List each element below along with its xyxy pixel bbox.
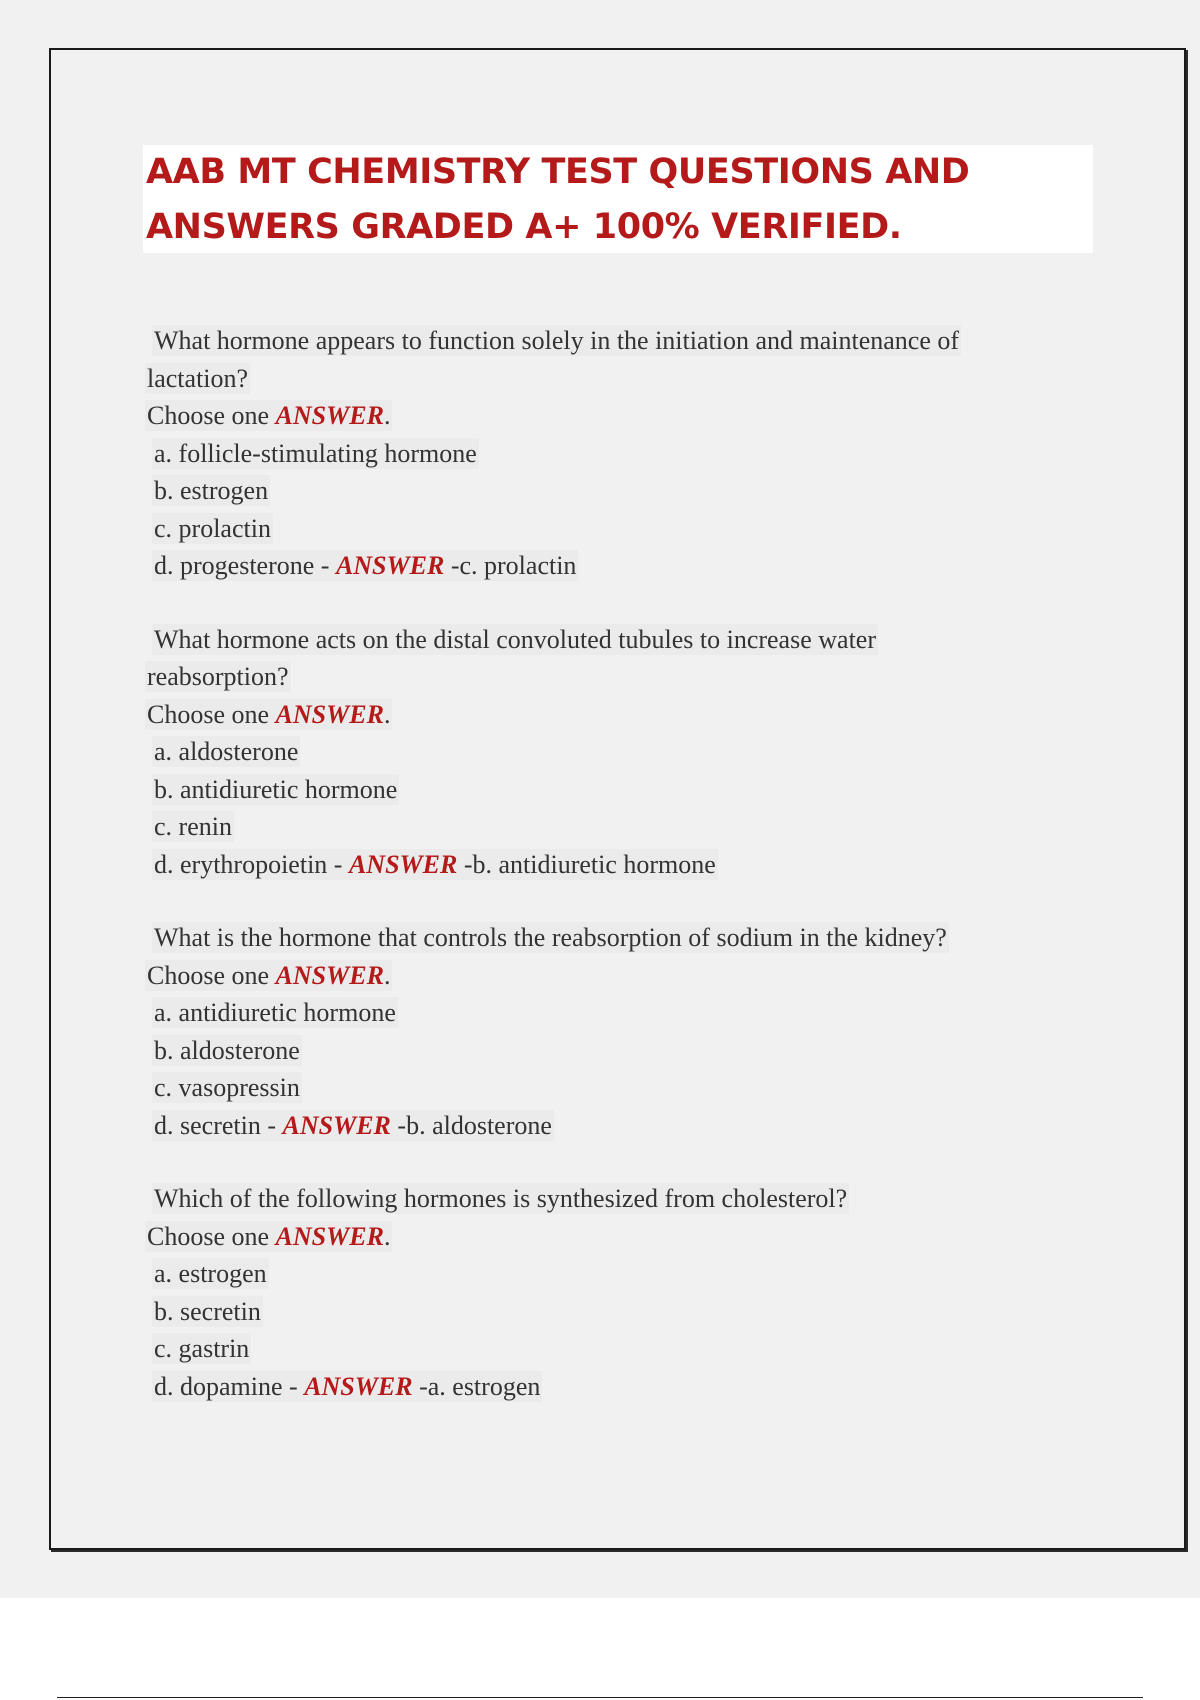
answer-option-text: b. antidiuretic hormone (154, 774, 398, 804)
correct-answer: -b. aldosterone (397, 1110, 552, 1140)
answer-option (145, 994, 1065, 1032)
answer-option (145, 1069, 1065, 1107)
answer-option (145, 1330, 1065, 1368)
correct-answer: -a. estrogen (419, 1371, 541, 1401)
answer-keyword: ANSWER (335, 551, 445, 580)
answer-option-text: b. estrogen (154, 476, 269, 505)
answer-option-line (152, 1333, 251, 1364)
answer-keyword: ANSWER (282, 1110, 391, 1140)
question-text (145, 621, 1065, 659)
title-box (143, 145, 1093, 253)
page-divider (57, 1697, 1143, 1698)
choose-one-line: Choose one ANSWER. (147, 1221, 391, 1251)
answer-option-text: d. erythropoietin - (154, 849, 343, 879)
answer-option-line (152, 513, 273, 544)
answer-option-line (152, 997, 398, 1028)
answer-option (145, 733, 1065, 771)
choose-one-line: Choose one ANSWER. (147, 401, 391, 430)
answer-option-line (152, 438, 479, 469)
answer-option (145, 808, 1065, 846)
answer-option-text: d. dopamine - (154, 1371, 298, 1401)
answer-option-text: c. renin (154, 812, 232, 841)
question-text (145, 658, 1065, 696)
answer-option (145, 1293, 1065, 1331)
question-text-line: reabsorption? (147, 662, 289, 691)
question-block (145, 621, 1065, 884)
answer-option-text: c. gastrin (154, 1334, 250, 1363)
answer-option-line (152, 811, 234, 842)
answer-option-text: a. follicle-stimulating hormone (154, 438, 477, 468)
choose-one-label: Choose one (147, 699, 270, 729)
choose-one-label: Choose one (147, 401, 270, 430)
question-text-line: What hormone acts on the distal convoluted tubules to increase water (154, 624, 876, 654)
choose-one-instruction (145, 1218, 1065, 1256)
answer-option-text: a. estrogen (154, 1259, 267, 1288)
answer-option-line (152, 1035, 302, 1066)
answer-option-text: a. antidiuretic hormone (154, 998, 396, 1027)
question-block (145, 919, 1065, 1144)
answer-option-text: b. aldosterone (154, 1035, 300, 1065)
answer-option (145, 435, 1065, 473)
answer-option-line (152, 1110, 554, 1141)
question-block (145, 1180, 1065, 1405)
choose-one-label: Choose one (147, 1221, 270, 1251)
question-text (145, 322, 1065, 360)
question-text (145, 360, 1065, 398)
answer-option (145, 1368, 1065, 1406)
answer-option-line (152, 475, 270, 506)
answer-option-line (152, 1371, 542, 1402)
answer-option-text: d. secretin - (154, 1110, 277, 1140)
answer-option (145, 1107, 1065, 1145)
answer-option (145, 771, 1065, 809)
answer-option-text: d. progesterone - (154, 551, 330, 580)
answer-option-line (152, 1072, 302, 1103)
answer-option (145, 547, 1065, 585)
answer-option (145, 1032, 1065, 1070)
question-list (145, 322, 1065, 1441)
answer-option-line (152, 1258, 269, 1289)
choose-one-label: Choose one (147, 960, 270, 990)
question-text-line: What hormone appears to function solely in the initiation and maintenance of (154, 326, 960, 355)
choose-one-line: Choose one ANSWER. (147, 960, 391, 990)
choose-one-instruction (145, 397, 1065, 435)
answer-option-text: a. aldosterone (154, 737, 299, 766)
answer-keyword: ANSWER (304, 1371, 413, 1401)
question-text (145, 1180, 1065, 1218)
correct-answer: -b. antidiuretic hormone (463, 849, 716, 879)
answer-option-text: c. vasopressin (154, 1073, 300, 1102)
question-text-line: Which of the following hormones is synthesized from cholesterol? (154, 1184, 848, 1213)
question-block (145, 322, 1065, 585)
answer-option-line (152, 550, 578, 581)
answer-keyword: ANSWER (275, 699, 384, 729)
answer-option-line (152, 736, 300, 767)
answer-keyword: ANSWER (275, 1221, 384, 1251)
answer-option-text: b. secretin (154, 1296, 261, 1326)
choose-one-instruction (145, 957, 1065, 995)
document-title: AAB MT CHEMISTRY TEST QUESTIONS AND ANSWERS GRADED A+ 100% VERIFIED. (146, 152, 970, 247)
answer-option-line (152, 774, 399, 805)
answer-keyword: ANSWER (275, 960, 384, 990)
answer-keyword: ANSWER (348, 849, 458, 879)
question-text-line: What is the hormone that controls the reabsorption of sodium in the kidney? (154, 923, 947, 952)
question-text (145, 919, 1065, 957)
answer-option-line (152, 849, 718, 880)
answer-option (145, 472, 1065, 510)
answer-option (145, 1255, 1065, 1293)
answer-option (145, 510, 1065, 548)
choose-one-line: Choose one ANSWER. (147, 699, 391, 729)
answer-option (145, 846, 1065, 884)
answer-keyword: ANSWER (275, 401, 384, 430)
question-text-line: lactation? (147, 363, 249, 393)
choose-one-instruction (145, 696, 1065, 734)
correct-answer: -c. prolactin (450, 551, 577, 580)
answer-option-line (152, 1296, 263, 1327)
answer-option-text: c. prolactin (154, 513, 271, 543)
